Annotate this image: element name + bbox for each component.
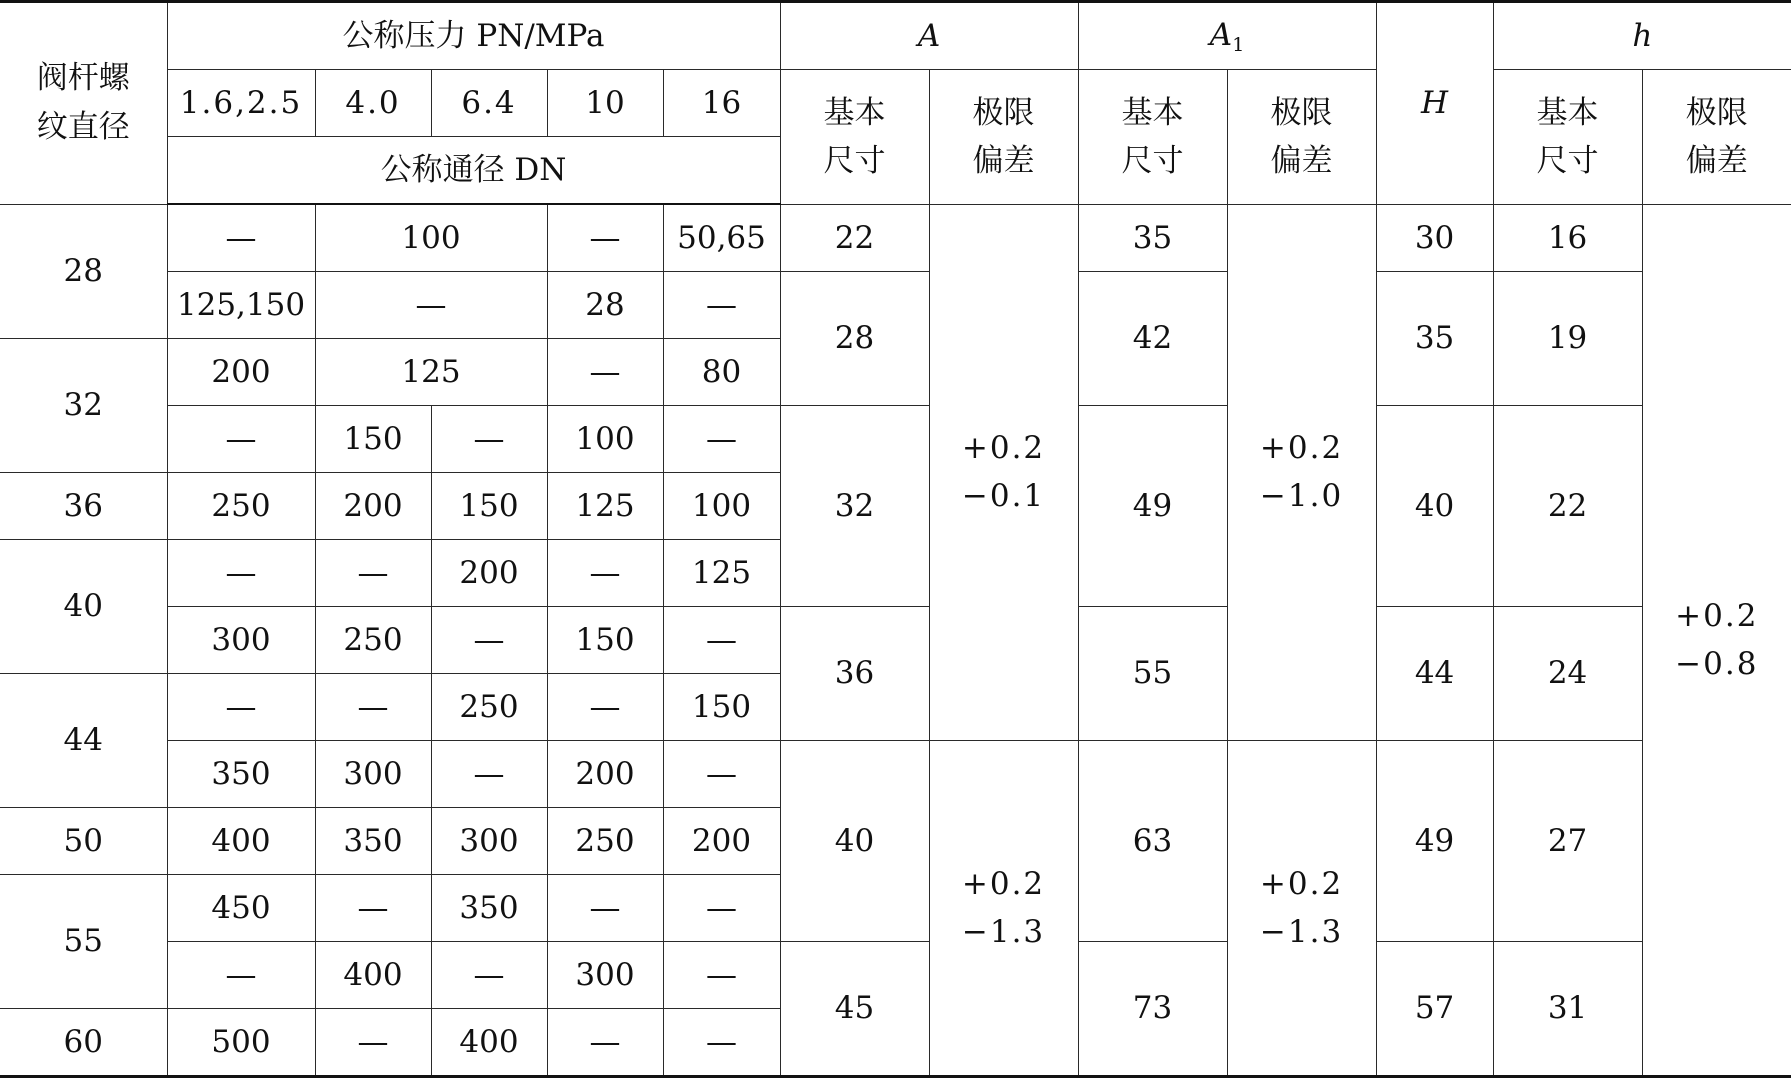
dn-cell: 500 (167, 1009, 315, 1077)
header-row-1 (0, 2, 1791, 70)
dn-cell: — (315, 1009, 431, 1077)
dn-cell: 300 (547, 942, 663, 1009)
A1-basic-cell: 42 (1078, 272, 1227, 406)
A-basic-cell: 22 (780, 204, 929, 272)
dn-cell: 300 (431, 808, 547, 875)
dn-cell: 125 (547, 473, 663, 540)
table-row (0, 204, 1791, 272)
header-A: A (780, 2, 1078, 70)
pressure-value: 1.6,2.5 (167, 70, 315, 137)
H-cell: 30 (1376, 204, 1493, 272)
dn-cell: 350 (431, 875, 547, 942)
header-nominal-pressure: 公称压力 PN/MPa (167, 2, 780, 70)
dn-cell: — (167, 674, 315, 741)
header-H: H (1376, 2, 1493, 205)
dn-cell: 250 (547, 808, 663, 875)
stem-diameter-cell: 40 (0, 540, 167, 674)
A-basic-cell: 45 (780, 942, 929, 1077)
header-A1-limit: 极限偏差 (1227, 70, 1376, 205)
A-basic-cell: 28 (780, 272, 929, 406)
dn-cell: 100 (315, 204, 547, 272)
dn-cell: — (315, 540, 431, 607)
h-basic-cell: 19 (1493, 272, 1642, 406)
dn-cell: 150 (431, 473, 547, 540)
dn-cell: — (663, 741, 780, 808)
dn-cell: 250 (167, 473, 315, 540)
header-A-basic: 基本尺寸 (780, 70, 929, 205)
dn-cell: 200 (315, 473, 431, 540)
dn-cell: 400 (315, 942, 431, 1009)
dn-cell: — (663, 942, 780, 1009)
table-row (0, 741, 1791, 808)
dn-cell: 400 (167, 808, 315, 875)
A1-basic-cell: 63 (1078, 741, 1227, 942)
dn-cell: — (431, 406, 547, 473)
stem-diameter-cell: 44 (0, 674, 167, 808)
dn-cell: — (663, 875, 780, 942)
h-basic-cell: 31 (1493, 942, 1642, 1077)
dn-cell: 80 (663, 339, 780, 406)
table-row (0, 942, 1791, 1009)
header-row-2 (0, 70, 1791, 137)
dn-cell: — (547, 875, 663, 942)
pressure-value: 4.0 (315, 70, 431, 137)
header-h-limit: 极限偏差 (1642, 70, 1791, 205)
dn-cell: — (167, 942, 315, 1009)
dn-cell: — (663, 1009, 780, 1077)
dn-cell: 28 (547, 272, 663, 339)
dn-cell: 150 (663, 674, 780, 741)
dn-cell: — (663, 406, 780, 473)
dn-cell: 400 (431, 1009, 547, 1077)
dn-cell: 350 (167, 741, 315, 808)
dn-cell: 250 (431, 674, 547, 741)
dn-cell: 200 (663, 808, 780, 875)
h-basic-cell: 22 (1493, 406, 1642, 607)
dn-cell: 100 (663, 473, 780, 540)
dn-cell: — (547, 540, 663, 607)
header-h: h (1493, 2, 1791, 70)
dn-cell: 300 (315, 741, 431, 808)
pressure-value: 6.4 (431, 70, 547, 137)
A1-basic-cell: 73 (1078, 942, 1227, 1077)
dn-cell: 50,65 (663, 204, 780, 272)
stem-diameter-cell: 28 (0, 204, 167, 339)
header-A-limit: 极限偏差 (929, 70, 1078, 205)
dn-cell: 150 (315, 406, 431, 473)
header-nominal-bore: 公称通径 DN (167, 137, 780, 205)
dn-cell: 125,150 (167, 272, 315, 339)
pressure-value: 16 (663, 70, 780, 137)
header-h-basic: 基本尺寸 (1493, 70, 1642, 205)
stem-diameter-cell: 55 (0, 875, 167, 1009)
H-cell: 35 (1376, 272, 1493, 406)
A-basic-cell: 36 (780, 607, 929, 741)
pressure-value: 10 (547, 70, 663, 137)
dn-cell: 125 (315, 339, 547, 406)
A-limit-cell: +0.2 −1.3 (929, 741, 1078, 1077)
A-limit-cell: +0.2 −0.1 (929, 204, 1078, 741)
dn-cell: — (315, 272, 547, 339)
H-cell: 44 (1376, 607, 1493, 741)
dn-cell: — (547, 1009, 663, 1077)
H-cell: 57 (1376, 942, 1493, 1077)
dn-cell: — (663, 607, 780, 674)
dn-cell: 300 (167, 607, 315, 674)
dn-cell: 200 (167, 339, 315, 406)
stem-diameter-cell: 50 (0, 808, 167, 875)
dn-cell: — (167, 540, 315, 607)
A1-limit-cell: +0.2 −1.0 (1227, 204, 1376, 741)
dn-cell: — (431, 942, 547, 1009)
dn-cell: — (547, 204, 663, 272)
H-cell: 40 (1376, 406, 1493, 607)
H-cell: 49 (1376, 741, 1493, 942)
stem-diameter-cell: 60 (0, 1009, 167, 1077)
table-row (0, 406, 1791, 473)
header-A1: $A_1$ (1078, 2, 1376, 70)
dn-cell: 200 (431, 540, 547, 607)
dn-cell: 150 (547, 607, 663, 674)
A1-basic-cell: 49 (1078, 406, 1227, 607)
table-row (0, 272, 1791, 339)
dn-cell: 200 (547, 741, 663, 808)
stem-diameter-cell: 32 (0, 339, 167, 473)
A-basic-cell: 40 (780, 741, 929, 942)
dn-cell: 350 (315, 808, 431, 875)
dn-cell: — (167, 204, 315, 272)
dn-cell: — (547, 339, 663, 406)
table-row (0, 607, 1791, 674)
dn-cell: — (315, 674, 431, 741)
dn-cell: — (431, 607, 547, 674)
dn-cell: — (315, 875, 431, 942)
dn-cell: 250 (315, 607, 431, 674)
dn-cell: — (547, 674, 663, 741)
dn-cell: 450 (167, 875, 315, 942)
h-basic-cell: 16 (1493, 204, 1642, 272)
dn-cell: 100 (547, 406, 663, 473)
header-A1-basic: 基本尺寸 (1078, 70, 1227, 205)
dn-cell: — (663, 272, 780, 339)
h-basic-cell: 27 (1493, 741, 1642, 942)
header-stem-diameter: 阀杆螺纹直径 (0, 2, 167, 205)
A1-basic-cell: 35 (1078, 204, 1227, 272)
dn-cell: — (167, 406, 315, 473)
A1-limit-cell: +0.2 −1.3 (1227, 741, 1376, 1077)
A1-basic-cell: 55 (1078, 607, 1227, 741)
A-basic-cell: 32 (780, 406, 929, 607)
dn-cell: 125 (663, 540, 780, 607)
dn-cell: — (431, 741, 547, 808)
h-limit-cell: +0.2 −0.8 (1642, 204, 1791, 1077)
stem-diameter-cell: 36 (0, 473, 167, 540)
h-basic-cell: 24 (1493, 607, 1642, 741)
